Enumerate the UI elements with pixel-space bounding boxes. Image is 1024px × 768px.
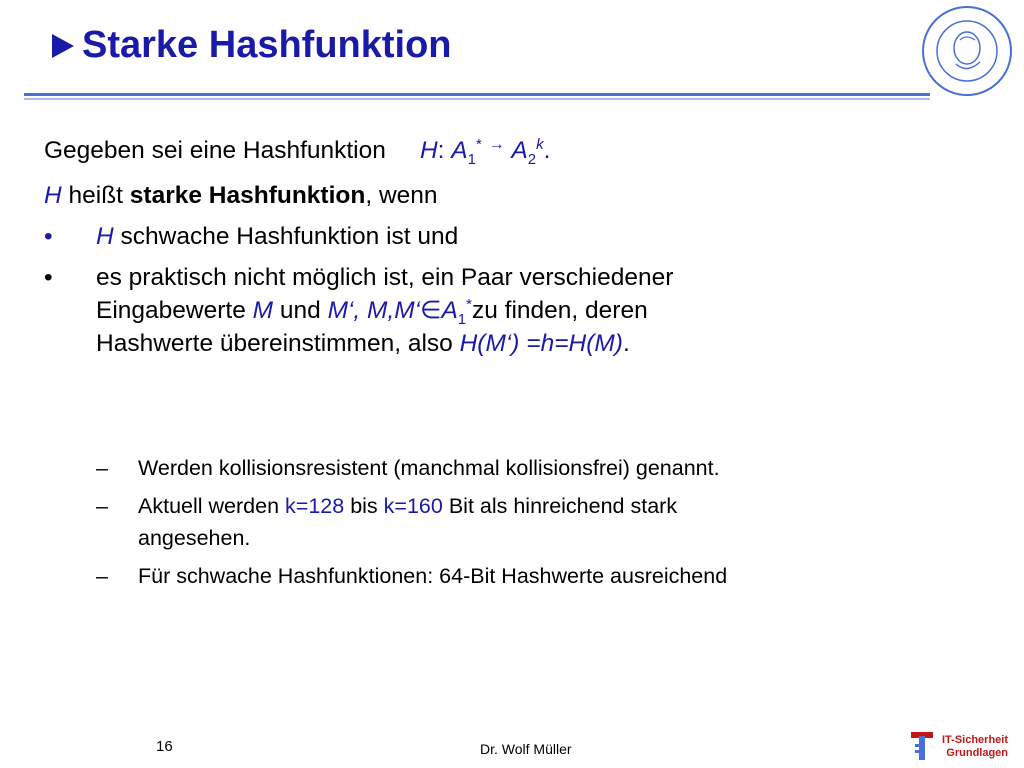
intro-colon: : <box>437 137 445 165</box>
bullet-line2-var2: M‘, M,M‘∈A <box>327 297 458 325</box>
sub-k2: k=160 <box>383 494 443 518</box>
sub-pre: Aktuell werden <box>138 494 280 518</box>
intro-codomain: A <box>511 137 528 165</box>
key-t-icon <box>910 730 934 764</box>
intro-text: Gegeben sei eine Hashfunktion <box>44 137 386 165</box>
author: Dr. Wolf Müller <box>480 741 572 757</box>
slide-title <box>52 24 452 67</box>
slide-title-text: Starke Hashfunktion <box>82 24 452 66</box>
sub-item <box>96 560 976 592</box>
bullet-text: schwache Hashfunktion ist und <box>120 223 459 251</box>
definition-post: , wenn <box>365 182 438 210</box>
intro-func: H <box>419 137 438 165</box>
intro-period: . <box>543 137 551 165</box>
sub-line2: angesehen. <box>138 526 251 550</box>
bullet-line2-sup: * <box>466 296 472 313</box>
bullet-line3-a: Hashwerte übereinstimmen, also <box>96 330 453 358</box>
slide-body <box>44 128 994 368</box>
sub-mark: – <box>96 494 108 518</box>
title-divider <box>24 93 930 96</box>
intro-codomain-sup: k <box>536 136 544 153</box>
page-number: 16 <box>156 738 173 755</box>
bullet-line1: es praktisch nicht möglich ist, ein Paar verschiedener <box>96 264 674 292</box>
sub-mark: – <box>96 456 108 480</box>
sub-k1: k=128 <box>285 494 345 518</box>
bullet-line2-c: zu finden, deren <box>471 297 648 325</box>
university-seal-logo <box>920 4 1014 98</box>
sub-items <box>96 452 976 598</box>
sub-text: Für schwache Hashfunktionen: 64-Bit Hashwerte ausreichend <box>138 564 728 588</box>
definition-var: H <box>44 182 62 210</box>
sub-mid: bis <box>350 494 378 518</box>
definition-pre: heißt <box>68 182 123 210</box>
intro-line <box>44 128 994 167</box>
definition-term: starke Hashfunktion <box>129 182 366 210</box>
intro-domain: A <box>451 137 468 165</box>
bullet-line2-b: und <box>279 297 321 325</box>
intro-arrow: → <box>488 136 505 153</box>
course-logo <box>910 730 1008 764</box>
bullet-line2-a: Eingabewerte <box>96 297 246 325</box>
play-triangle-icon <box>52 34 74 58</box>
logo-line2: Grundlagen <box>946 747 1009 759</box>
bullet-line2-sub: 1 <box>457 311 467 329</box>
intro-domain-sub: 1 <box>467 151 476 169</box>
bullet-mark: • <box>44 223 53 251</box>
bullet-item <box>44 220 994 253</box>
title-divider-light <box>24 98 930 100</box>
logo-line1: IT-Sicherheit <box>942 734 1009 746</box>
intro-codomain-sub: 2 <box>527 151 537 169</box>
bullet-line3-expr: H(M‘) =h=H(M) <box>459 330 623 358</box>
bullet-line2-var1: M <box>252 297 274 325</box>
bullet-var: H <box>96 223 114 251</box>
sub-mark: – <box>96 564 108 588</box>
bullet-line3-end: . <box>622 330 630 358</box>
bullet-mark: • <box>44 264 53 292</box>
sub-item <box>96 490 976 554</box>
sub-text: Werden kollisionsresistent (manchmal kollisionsfrei) genannt. <box>138 456 720 480</box>
definition-line <box>44 179 994 212</box>
sub-item <box>96 452 976 484</box>
bullet-item <box>44 261 994 360</box>
sub-post: Bit als hinreichend stark <box>448 494 678 518</box>
intro-domain-sup: * <box>475 136 482 153</box>
